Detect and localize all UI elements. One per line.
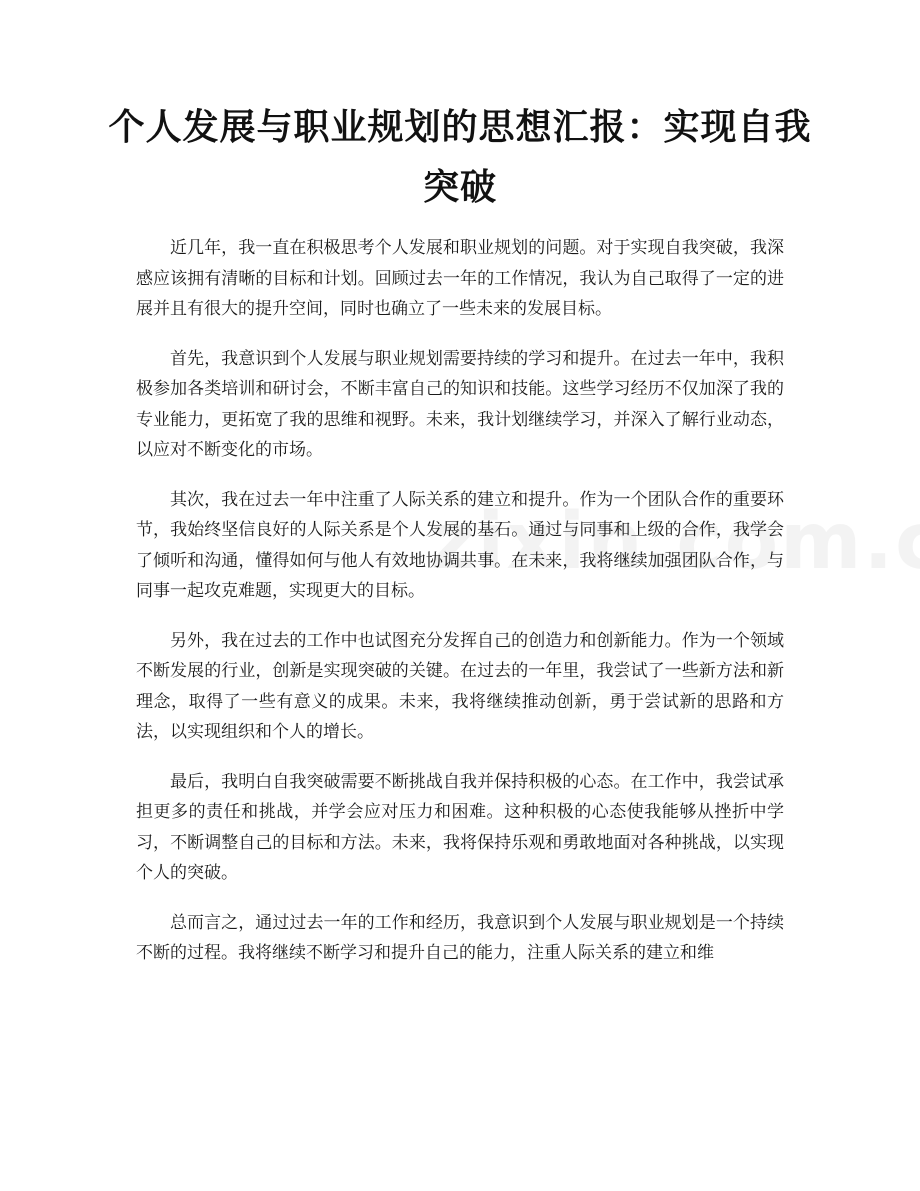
paragraph: 近几年，我一直在积极思考个人发展和职业规划的问题。对于实现自我突破，我深感应该拥有清晰的目标和计划。回顾过去一年的工作情况，我认为自己取得了一定的进展并且有很大的提升空间，同时也确立了一些未来的发展目标。 <box>136 238 784 319</box>
paragraph: 总而言之，通过过去一年的工作和经历，我意识到个人发展与职业规划是一个持续不断的过程。我将继续不断学习和提升自己的能力，注重人际关系的建立和维 <box>136 912 784 963</box>
paragraph: 其次，我在过去一年中注重了人际关系的建立和提升。作为一个团队合作的重要环节，我始终坚信良好的人际关系是个人发展的基石。通过与同事和上级的合作，我学会了倾听和沟通，懂得如何与他人有效地协调共事。在未来，我将继续加强团队合作，与同事一起攻克难题，实现更大的目标。 <box>136 489 784 601</box>
document-title: 个人发展与职业规划的思想汇报：实现自我突破 <box>108 107 812 208</box>
paragraph: 首先，我意识到个人发展与职业规划需要持续的学习和提升。在过去一年中，我积极参加各类培训和研讨会，不断丰富自己的知识和技能。这些学习经历不仅加深了我的专业能力，更拓宽了我的思维和视野。未来，我计划继续学习，并深入了解行业动态，以应对不断变化的市场。 <box>136 348 784 460</box>
paragraph: 另外，我在过去的工作中也试图充分发挥自己的创造力和创新能力。作为一个领域不断发展的行业，创新是实现突破的关键。在过去的一年里，我尝试了一些新方法和新理念，取得了一些有意义的成果。未来，我将继续推动创新，勇于尝试新的思路和方法，以实现组织和个人的增长。 <box>136 630 784 742</box>
paragraph: 最后，我明白自我突破需要不断挑战自我并保持积极的心态。在工作中，我尝试承担更多的责任和挑战，并学会应对压力和困难。这种积极的心态使我能够从挫折中学习，不断调整自己的目标和方法。未来，我将保持乐观和勇敢地面对各种挑战，以实现个人的突破。 <box>136 771 784 883</box>
document-body <box>136 233 784 988</box>
